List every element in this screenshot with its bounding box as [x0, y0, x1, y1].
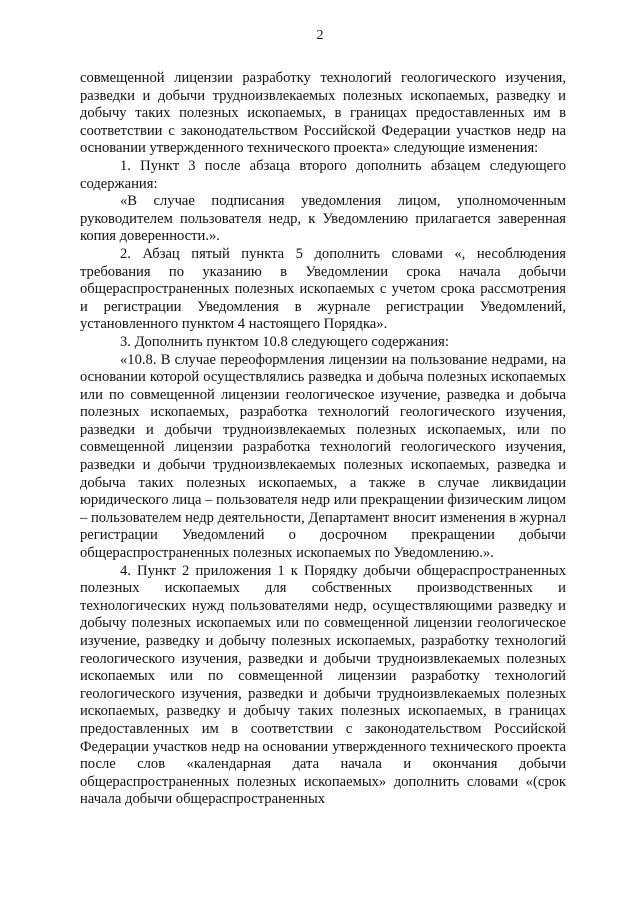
paragraph-item-1: 1. Пункт 3 после абзаца второго дополнить абзацем следующего содержания:: [80, 157, 566, 192]
paragraph-item-3: 3. Дополнить пунктом 10.8 следующего содержания:: [120, 333, 449, 350]
document-body: [80, 70, 566, 809]
paragraph-item-4: 4. Пункт 2 приложения 1 к Порядку добычи общераспространенных полезных ископаемых для собственных производственных и технологических нужд пользователями недр, осуществляющими разведку и добычу полезных ископаемых или по совмещенной лицензии геологическое изучение, разведку и добычу полезных ископаемых, разработку технологий геологического изучения, разведки и добычи трудноизвлекаемых полезных ископаемых или по совмещенной лицензии разработку технологий геологического изучения, разведки и добычи трудноизвлекаемых полезных ископаемых, разведку и добычу таких полезных ископаемых, в границах предоставленных им в соответствии с законодательством Российской Федерации участков недр на основании утвержденного технического проекта после слов «календарная дата начала и окончания добычи общераспространенных полезных ископаемых» дополнить словами «(срок начала добычи общераспространенных: [80, 562, 566, 808]
paragraph-item-3-quote: «10.8. В случае переоформления лицензии на пользование недрами, на основании которой осуществлялись разведка и добыча полезных ископаемых или по совмещенной лицензии геологическое изучение, разведка и добыча полезных ископаемых, разработка технологий геологического изучения, разведки и добычи трудноизвлекаемых полезных ископаемых, или по совмещенной лицензии разработка технологий геологического изучения, разведки и добычи трудноизвлекаемых полезных ископаемых, разведка и добыча таких полезных ископаемых, а также в случае ликвидации юридического лица – пользователя недр или прекращении физическим лицом – пользователем недр деятельности, Департамент вносит изменения в журнал регистрации Уведомлений о досрочном прекращении добычи общераспространенных полезных ископаемых по Уведомлению.».: [80, 351, 566, 562]
paragraph-item-2: 2. Абзац пятый пункта 5 дополнить словами «, несоблюдения требования по указанию в Уведомлении срока начала добычи общераспространенных полезных ископаемых с учетом срока рассмотрения и регистрации Уведомления в журнале регистрации Уведомлений, установленного пунктом 4 настоящего Порядка».: [80, 245, 566, 333]
paragraph-intro-continuation: совмещенной лицензии разработку технологий геологического изучения, разведки и добычи трудноизвлекаемых полезных ископаемых, разведку и добычу таких полезных ископаемых, в границах предоставленных им в соответствии с законодательством Российской Федерации участков недр на основании утвержденного технического проекта» следующие изменения:: [80, 70, 566, 157]
paragraph-item-1-quote: «В случае подписания уведомления лицом, уполномоченным руководителем пользователя недр, к Уведомлению прилагается заверенная копия доверенности.».: [80, 193, 566, 245]
page-number: 2: [316, 28, 324, 43]
